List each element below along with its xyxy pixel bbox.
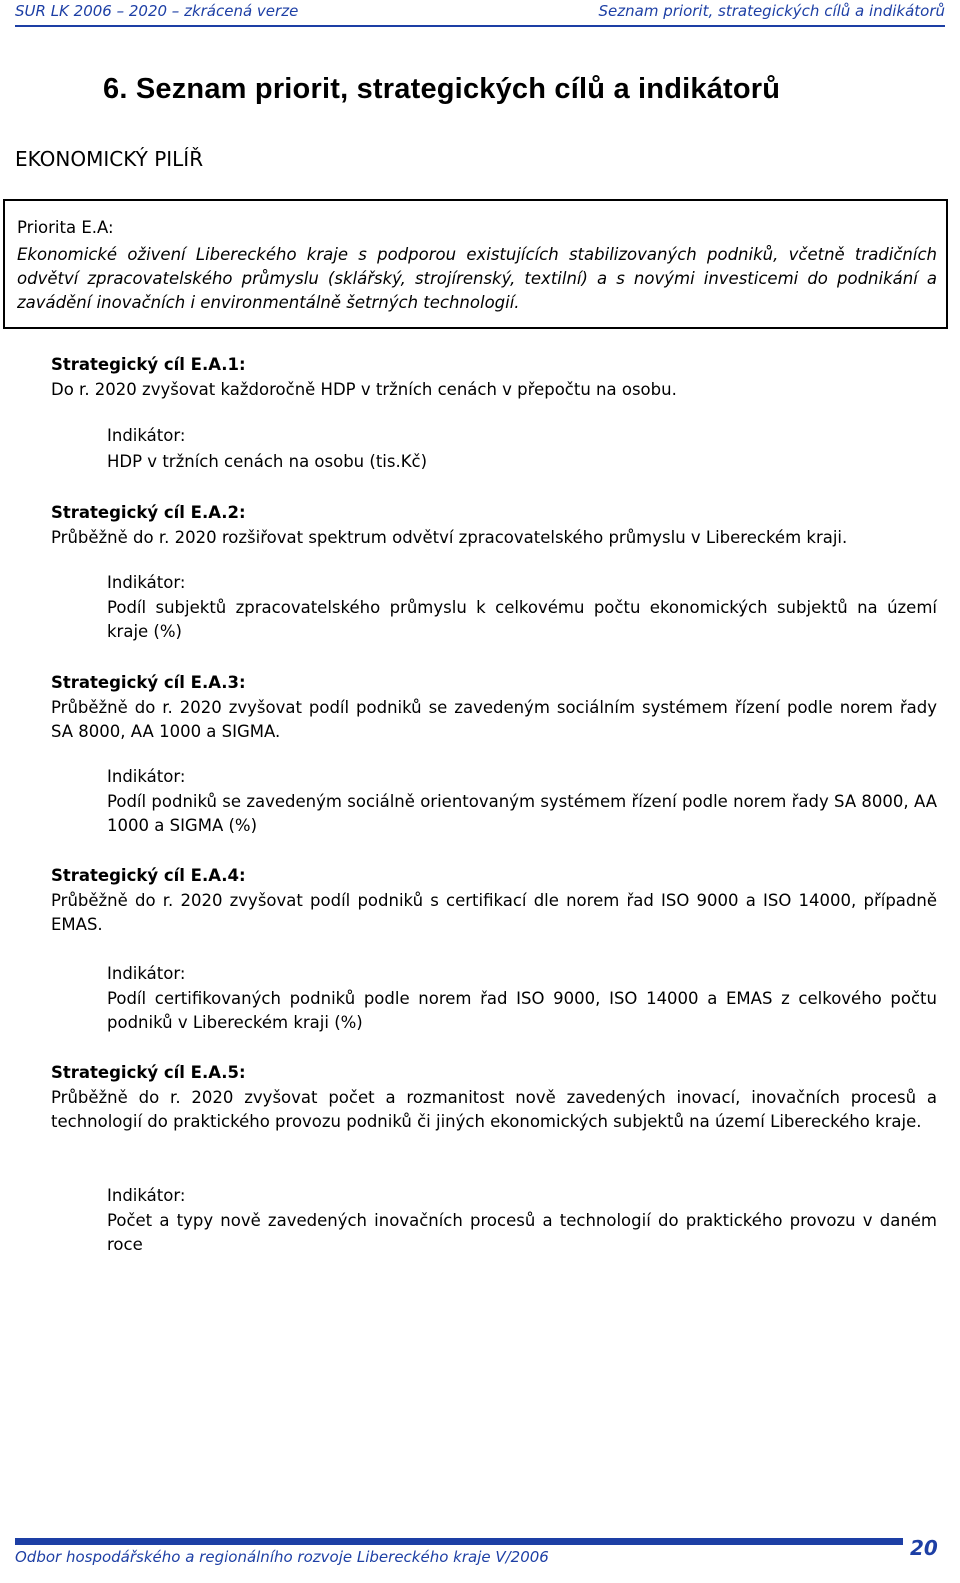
header-rule [15,25,945,27]
priority-text: Ekonomické oživení Libereckého kraje s podporou existujících stabilizovaných podniků, včetně tradičních odvětví zpracovatelského průmyslu (sklářský, strojírenský, textilní) a s novými investicemi do podnikání a zavádění inovačních i environmentálně šetrných technologií. [17,245,937,312]
indicator-text: Podíl podniků se zavedeným sociálně orientovaným systémem řízení podle norem řady SA 8000, AA 1000 a SIGMA (%) [107,792,937,835]
priority-box [3,199,948,329]
goal-text: Průběžně do r. 2020 zvyšovat počet a rozmanitost nově zavedených inovací, inovačních procesů a technologií do praktického provozu podniků či jiných ekonomických subjektů na území Libereckého kraje. [51,1088,937,1131]
indicator-label: Indikátor: [107,573,186,592]
goal-title: Strategický cíl E.A.4: [51,866,246,885]
header-right: Seznam priorit, strategických cílů a indikátorů [598,2,945,20]
goal-text: Průběžně do r. 2020 zvyšovat podíl podniků se zavedeným sociálním systémem řízení podle norem řady SA 8000, AA 1000 a SIGMA. [51,698,937,741]
goal-title: Strategický cíl E.A.5: [51,1063,246,1082]
footer-rule [15,1538,903,1545]
footer-text: Odbor hospodářského a regionálního rozvoje Libereckého kraje V/2006 [15,1548,549,1566]
indicator-text: Počet a typy nově zavedených inovačních procesů a technologií do praktického provozu v daném roce [107,1211,937,1254]
goal-text: Průběžně do r. 2020 rozšiřovat spektrum odvětví zpracovatelského průmyslu v Libereckém kraji. [51,528,848,547]
indicator-label: Indikátor: [107,1186,186,1205]
indicator-text: HDP v tržních cenách na osobu (tis.Kč) [107,452,428,471]
indicator-label: Indikátor: [107,767,186,786]
indicator-label: Indikátor: [107,426,186,445]
goal-title: Strategický cíl E.A.1: [51,355,246,374]
indicator-label: Indikátor: [107,964,186,983]
indicator-text: Podíl subjektů zpracovatelského průmyslu k celkovému počtu ekonomických subjektů na území kraje (%) [107,598,937,641]
running-header [15,2,945,24]
priority-label: Priorita E.A: [17,218,114,237]
goal-title: Strategický cíl E.A.2: [51,503,246,522]
goal-text: Do r. 2020 zvyšovat každoročně HDP v tržních cenách v přepočtu na osobu. [51,380,677,399]
pillar-heading: EKONOMICKÝ PILÍŘ [15,147,204,171]
goal-text: Průběžně do r. 2020 zvyšovat podíl podniků s certifikací dle norem řad ISO 9000 a ISO 14000, případně EMAS. [51,891,937,934]
header-left: SUR LK 2006 – 2020 – zkrácená verze [15,2,299,20]
page-number: 20 [910,1536,938,1560]
page-title: 6. Seznam priorit, strategických cílů a indikátorů [103,73,781,105]
goal-title: Strategický cíl E.A.3: [51,673,246,692]
indicator-text: Podíl certifikovaných podniků podle norem řad ISO 9000, ISO 14000 a EMAS z celkového počtu podniků v Libereckém kraji (%) [107,989,937,1032]
